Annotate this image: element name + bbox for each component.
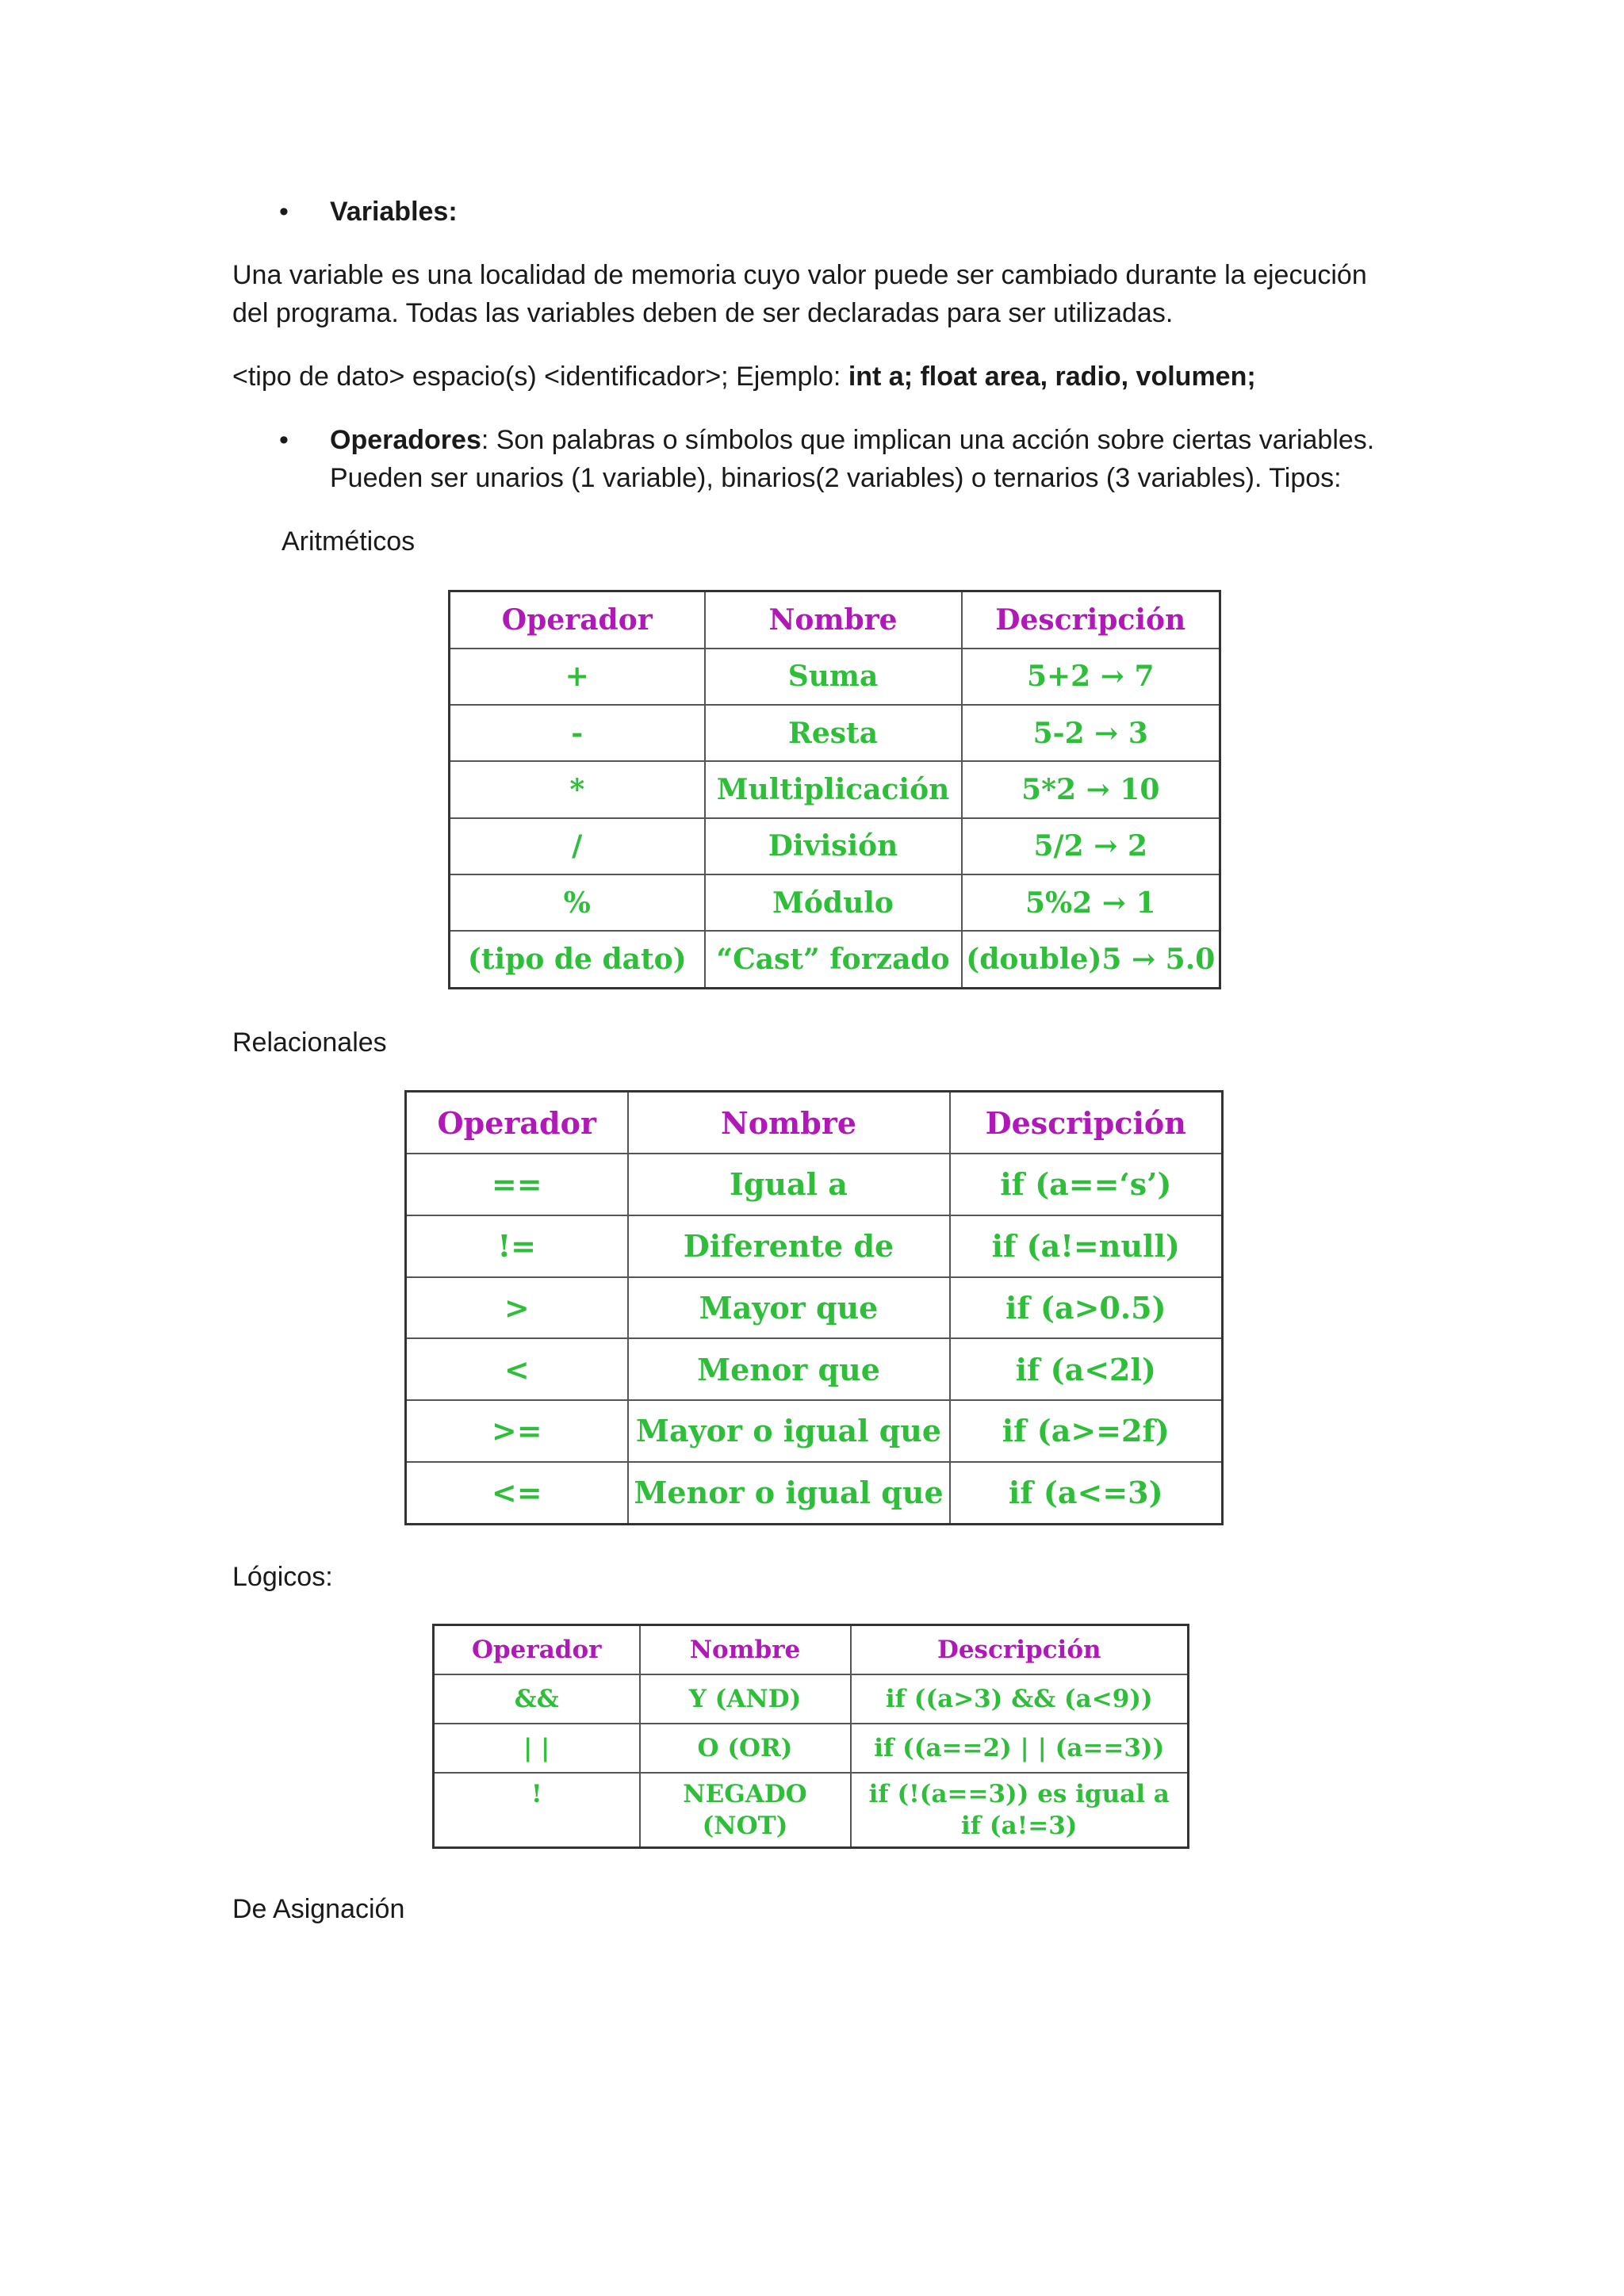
table-row bbox=[450, 874, 1220, 931]
cell-descripcion: if (a>0.5) bbox=[950, 1277, 1223, 1339]
heading-variables: Variables: bbox=[330, 197, 458, 227]
cell-nombre: Menor que bbox=[628, 1338, 950, 1400]
cell-nombre: Menor o igual que bbox=[628, 1462, 950, 1525]
cell-nombre: O (OR) bbox=[640, 1724, 851, 1773]
cell-operador: | | bbox=[434, 1724, 640, 1773]
table-aritmeticos bbox=[448, 590, 1221, 989]
table-row bbox=[434, 1773, 1189, 1848]
cell-operador: <= bbox=[406, 1462, 628, 1525]
cell-descripcion: 5+2 → 7 bbox=[962, 649, 1220, 705]
header-nombre: Nombre bbox=[705, 591, 962, 649]
bullet-operadores: • bbox=[279, 425, 289, 455]
header-nombre: Nombre bbox=[628, 1092, 950, 1154]
header-nombre: Nombre bbox=[640, 1625, 851, 1674]
cell-descripcion: if (a>=2f) bbox=[950, 1400, 1223, 1462]
cell-nombre: NEGADO (NOT) bbox=[640, 1773, 851, 1848]
cell-descripcion: if (a!=null) bbox=[950, 1215, 1223, 1277]
header-operador: Operador bbox=[406, 1092, 628, 1154]
table-logicos bbox=[432, 1624, 1189, 1849]
cell-nombre: Igual a bbox=[628, 1154, 950, 1215]
bullet-variables: • bbox=[279, 197, 289, 227]
cell-descripcion: if (!(a==3)) es igual a if (a!=3) bbox=[851, 1773, 1189, 1848]
header-descripcion: Descripción bbox=[962, 591, 1220, 649]
table-header-row bbox=[434, 1625, 1189, 1674]
cell-descripcion: if (a<2l) bbox=[950, 1338, 1223, 1400]
syntax-example: int a; float area, radio, volumen; bbox=[848, 362, 1256, 392]
syntax-text: <tipo de dato> espacio(s) <identificador>; Ejemplo: bbox=[232, 362, 848, 392]
table-row bbox=[406, 1215, 1223, 1277]
cell-nombre: Mayor que bbox=[628, 1277, 950, 1339]
cell-operador: == bbox=[406, 1154, 628, 1215]
table-row bbox=[406, 1154, 1223, 1215]
paragraph-variables-line1: Una variable es una localidad de memoria cuyo valor puede ser cambiado durante la ejecución bbox=[232, 260, 1367, 290]
table-row bbox=[450, 649, 1220, 705]
table-row bbox=[434, 1724, 1189, 1773]
cell-descripcion: 5%2 → 1 bbox=[962, 874, 1220, 931]
table-row bbox=[450, 818, 1220, 874]
header-descripcion: Descripción bbox=[950, 1092, 1223, 1154]
header-descripcion: Descripción bbox=[851, 1625, 1189, 1674]
heading-operadores: Operadores bbox=[330, 425, 481, 455]
cell-nombre: Suma bbox=[705, 649, 962, 705]
cell-descripcion: (double)5 → 5.0 bbox=[962, 931, 1220, 988]
cell-descripcion: if (a<=3) bbox=[950, 1462, 1223, 1525]
cell-operador: - bbox=[450, 705, 705, 761]
cell-nombre: Resta bbox=[705, 705, 962, 761]
header-operador: Operador bbox=[434, 1625, 640, 1674]
cell-descripcion: if ((a>3) && (a<9)) bbox=[851, 1674, 1189, 1724]
cell-operador: (tipo de dato) bbox=[450, 931, 705, 988]
cell-nombre: “Cast” forzado bbox=[705, 931, 962, 988]
label-logicos: Lógicos: bbox=[232, 1562, 333, 1592]
cell-operador: >= bbox=[406, 1400, 628, 1462]
cell-operador: * bbox=[450, 761, 705, 817]
table-row bbox=[406, 1400, 1223, 1462]
cell-descripcion: if ((a==2) | | (a==3)) bbox=[851, 1724, 1189, 1773]
paragraph-operadores-line2: Pueden ser unarios (1 variable), binarios(2 variables) o ternarios (3 variables). Tipos: bbox=[330, 463, 1342, 493]
cell-descripcion: if (a==‘s’) bbox=[950, 1154, 1223, 1215]
table-relacionales bbox=[404, 1090, 1224, 1525]
cell-operador: + bbox=[450, 649, 705, 705]
cell-nombre: División bbox=[705, 818, 962, 874]
cell-operador: ! bbox=[434, 1773, 640, 1848]
cell-operador: < bbox=[406, 1338, 628, 1400]
label-asignacion: De Asignación bbox=[232, 1894, 405, 1924]
cell-descripcion: 5*2 → 10 bbox=[962, 761, 1220, 817]
label-aritmeticos: Aritméticos bbox=[282, 526, 416, 557]
paragraph-operadores-line1: Operadores: Son palabras o símbolos que implican una acción sobre ciertas variables. bbox=[330, 425, 1375, 455]
cell-operador: != bbox=[406, 1215, 628, 1277]
cell-nombre: Mayor o igual que bbox=[628, 1400, 950, 1462]
syntax-line bbox=[232, 358, 1256, 396]
cell-nombre: Multiplicación bbox=[705, 761, 962, 817]
cell-nombre: Diferente de bbox=[628, 1215, 950, 1277]
table-row bbox=[450, 705, 1220, 761]
table-row bbox=[406, 1277, 1223, 1339]
label-relacionales: Relacionales bbox=[232, 1027, 387, 1058]
table-header-row bbox=[406, 1092, 1223, 1154]
cell-nombre: Módulo bbox=[705, 874, 962, 931]
cell-operador: % bbox=[450, 874, 705, 931]
cell-operador: && bbox=[434, 1674, 640, 1724]
table-row bbox=[450, 931, 1220, 988]
cell-descripcion: 5-2 → 3 bbox=[962, 705, 1220, 761]
cell-nombre: Y (AND) bbox=[640, 1674, 851, 1724]
paragraph-variables-line2: del programa. Todas las variables deben de ser declaradas para ser utilizadas. bbox=[232, 298, 1174, 328]
table-row bbox=[434, 1674, 1189, 1724]
table-row bbox=[406, 1338, 1223, 1400]
cell-descripcion: 5/2 → 2 bbox=[962, 818, 1220, 874]
cell-operador: > bbox=[406, 1277, 628, 1339]
table-row bbox=[406, 1462, 1223, 1525]
table-header-row bbox=[450, 591, 1220, 649]
cell-operador: / bbox=[450, 818, 705, 874]
header-operador: Operador bbox=[450, 591, 705, 649]
table-row bbox=[450, 761, 1220, 817]
